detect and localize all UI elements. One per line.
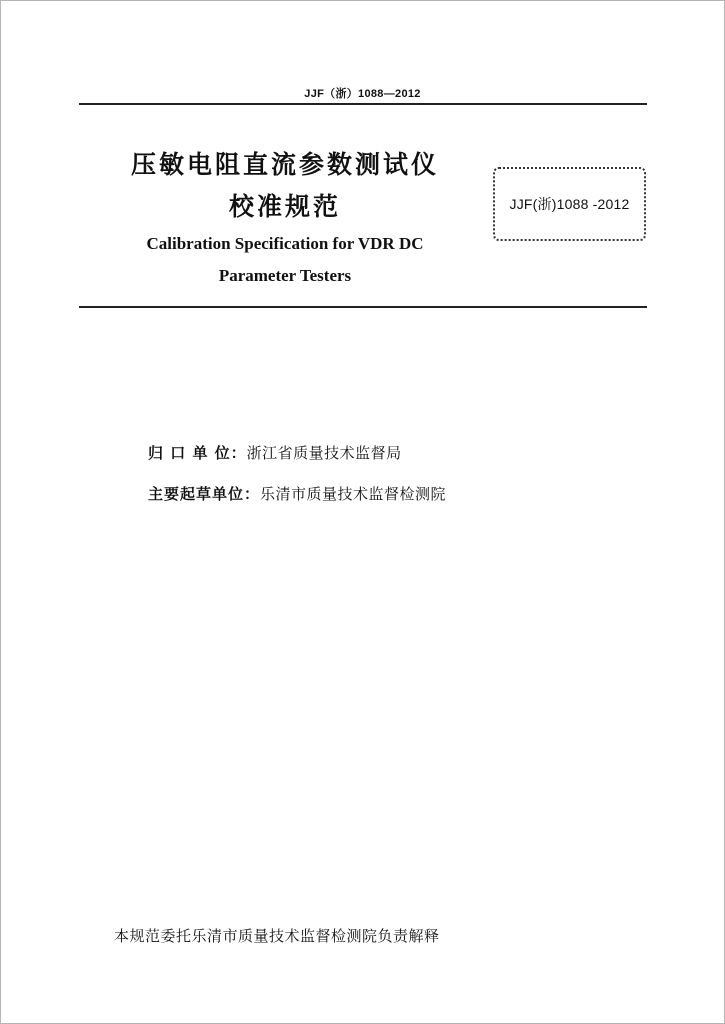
title-zh-line1: 压敏电阻直流参数测试仪 xyxy=(130,150,439,179)
drafting-unit-value: 乐清市质量技术监督检测院 xyxy=(260,485,447,503)
standard-code-box-text: JJF(浙)1088 -2012 xyxy=(509,196,630,212)
competent-unit-value: 浙江省质量技术监督局 xyxy=(246,444,402,462)
header-standard-code: JJF（浙）1088—2012 xyxy=(304,88,421,100)
interpretation-note: 本规范委托乐清市质量技术监督检测院负责解释 xyxy=(114,927,440,945)
competent-unit-row xyxy=(148,442,402,464)
standard-code-box xyxy=(493,167,646,241)
title-en-line2: Parameter Testers xyxy=(218,266,352,285)
bottom-divider xyxy=(79,306,647,308)
top-divider xyxy=(79,103,647,105)
drafting-unit-label: 主要起草单位： xyxy=(148,485,261,503)
title-en-line1: Calibration Specification for VDR DC xyxy=(146,234,424,253)
drafting-unit-row xyxy=(148,483,446,505)
competent-unit-label: 归 口 单 位： xyxy=(148,444,247,462)
title-zh-line2: 校准规范 xyxy=(228,192,341,221)
